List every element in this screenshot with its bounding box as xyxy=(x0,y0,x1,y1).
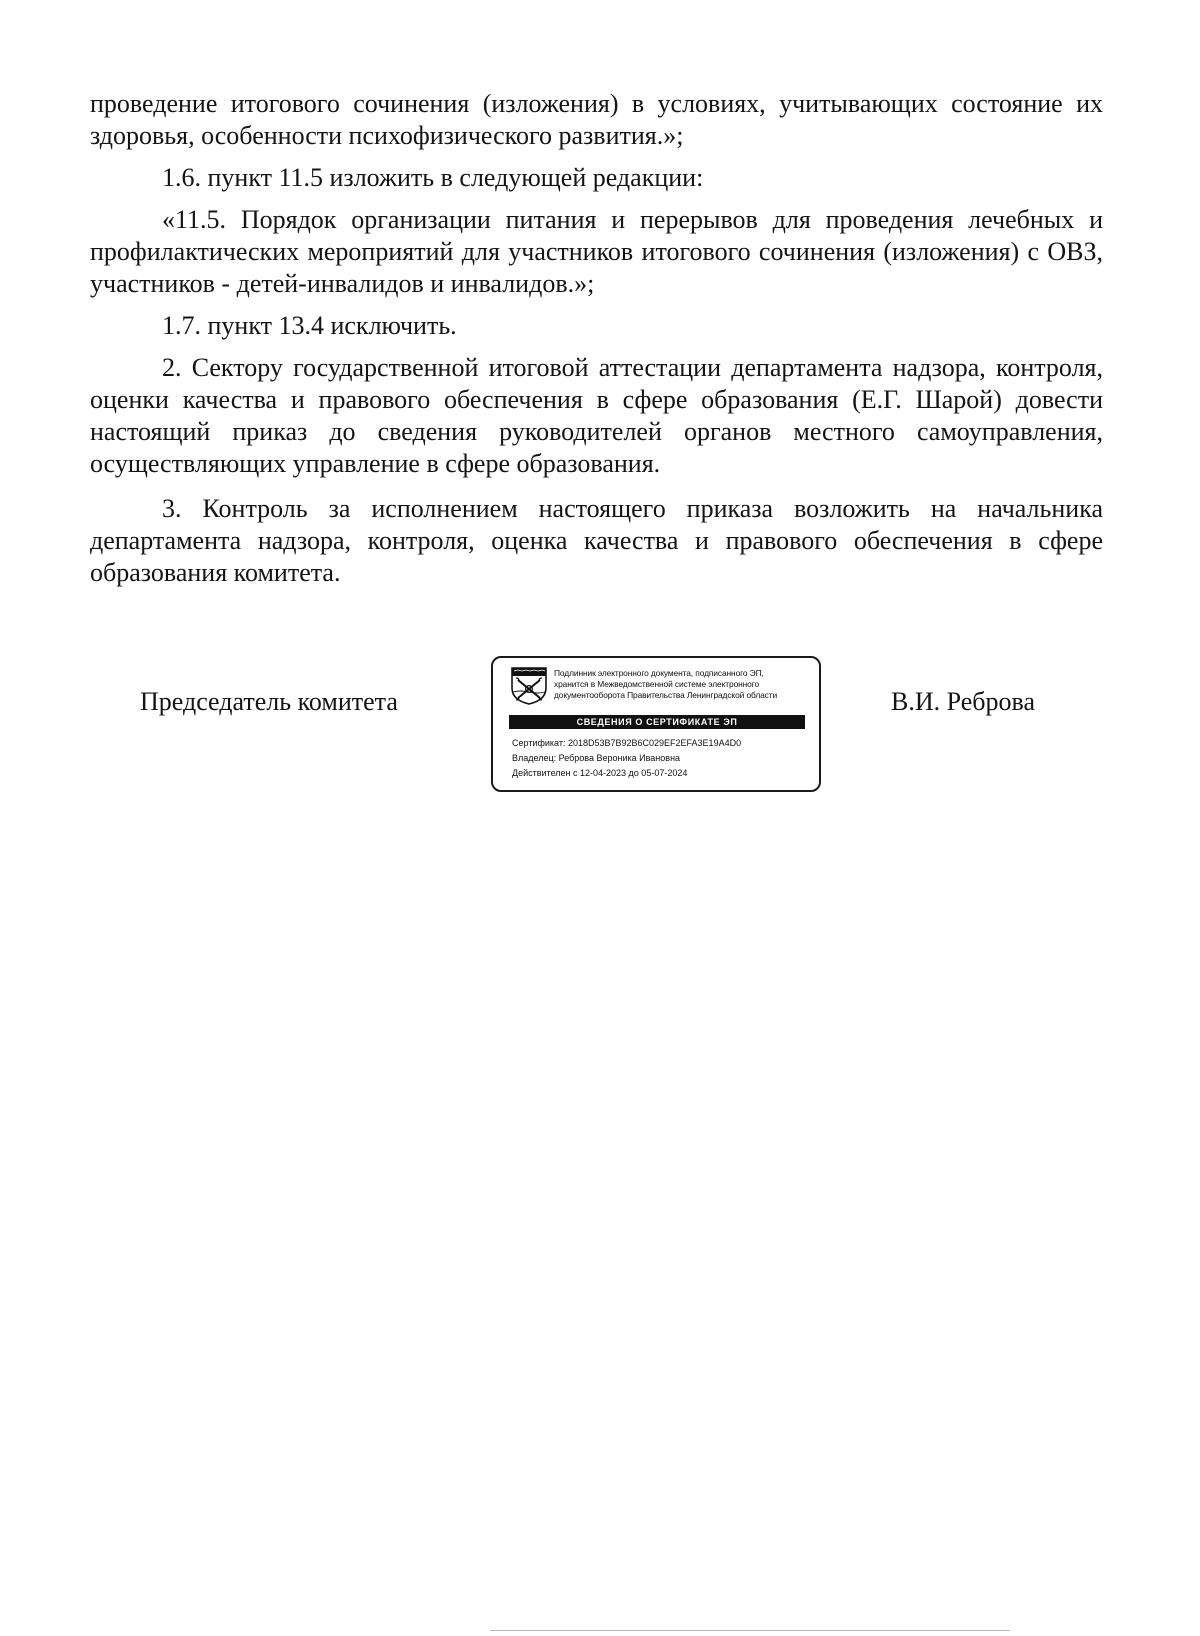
stamp-note-line: хранится в Межведомственной системе электронного xyxy=(554,679,760,689)
signatory-name: В.И. Реброва xyxy=(891,687,1035,716)
stamp-certificate-validity: Действителен с 12-04-2023 до 05-07-2024 xyxy=(512,768,688,778)
stamp-certificate-details xyxy=(512,736,741,781)
stamp-note-line: Подлинник электронного документа, подписанного ЭП, xyxy=(554,668,764,678)
stamp-note xyxy=(554,668,816,701)
paragraph-continuation: проведение итогового сочинения (изложения) в условиях, учитывающих состояние их здоровья, особенности психофизического развития.»; xyxy=(90,89,1103,150)
paragraph-item-3: 3. Контроль за исполнением настоящего приказа возложить на начальника департамента надзора, контроля, оценка качества и правового обеспечения в сфере образования комитета. xyxy=(90,494,1103,587)
stamp-certificate-number: Сертификат: 2018D53B7B92B6C029EF2EFA3E19A4D0 xyxy=(512,738,742,748)
stamp-certificate-owner: Владелец: Реброва Вероника Ивановна xyxy=(512,753,681,763)
document-body xyxy=(90,88,1103,589)
paragraph-item-1-7: 1.7. пункт 13.4 исключить. xyxy=(162,311,457,340)
signatory-title: Председатель комитета xyxy=(140,687,398,716)
paragraph-item-2: 2. Сектору государственной итоговой аттестации департамента надзора, контроля, оценки качества и правового обеспечения в сфере образования (Е.Г. Шарой) довести настоящий приказ до сведения руководителей органов местного самоуправления, осуществляющих управление в сфере образования. xyxy=(90,353,1103,478)
stamp-note-line: документооборота Правительства Ленинградской области xyxy=(554,690,778,700)
paragraph-item-1-6: 1.6. пункт 11.5 изложить в следующей редакции: xyxy=(162,163,704,192)
bottom-scan-edge-divider xyxy=(490,1630,1010,1631)
paragraph-item-11-5-quote: «11.5. Порядок организации питания и перерывов для проведения лечебных и профилактических мероприятий для участников итогового сочинения (изложения) с ОВЗ, участников - детей-инвалидов и инвалидов.»; xyxy=(90,205,1103,298)
electronic-signature-stamp xyxy=(491,656,821,792)
leningrad-oblast-coat-of-arms-icon xyxy=(510,666,548,706)
stamp-certificate-header: СВЕДЕНИЯ О СЕРТИФИКАТЕ ЭП xyxy=(509,715,805,729)
